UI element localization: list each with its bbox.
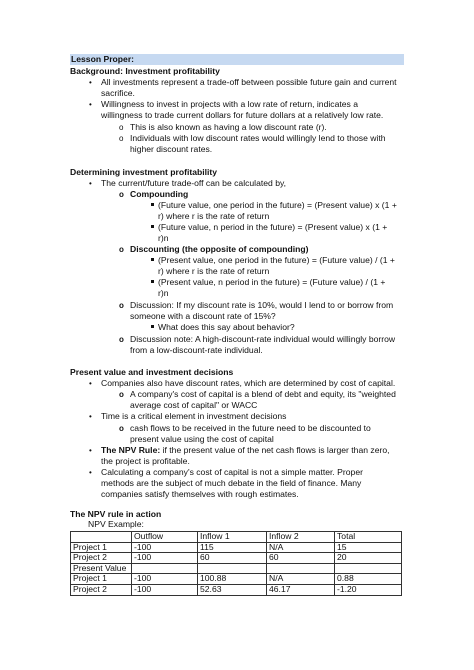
pv-heading: Present value and investment decisions (70, 367, 234, 377)
table-cell (198, 563, 267, 574)
table-row (71, 574, 402, 585)
bullet-icon: • (89, 446, 92, 455)
pv-sub-2-line-2: present value using the cost of capital (130, 434, 274, 444)
npv-rule-line-1 (101, 445, 390, 456)
square-bullet-icon (151, 258, 154, 261)
bg-sub-2-line-2: higher discount rates. (130, 144, 213, 154)
pv-sub-2-line-1: cash flows to be received in the future need to be discounted to (130, 423, 371, 433)
table-cell (267, 563, 335, 574)
bullet-icon: • (89, 100, 92, 109)
square-bullet-icon (151, 280, 154, 283)
table-header-cell: Total (335, 532, 402, 543)
table-cell: 46.17 (267, 584, 335, 595)
determining-heading: Determining investment profitability (70, 167, 218, 177)
table-header-cell: Inflow 1 (198, 532, 267, 543)
table-cell: Project 1 (71, 542, 132, 553)
table-cell: -100 (132, 553, 198, 564)
pv-sub-1-line-2: average cost of capital" or WACC (130, 400, 258, 410)
disc-a-line-1: (Present value, one period in the future) = (Future value) / (1 + (158, 255, 395, 265)
npv-rule-text: if the present value of the net cash flows is larger than zero, (160, 445, 390, 455)
table-cell: Project 1 (71, 574, 132, 585)
square-bullet-icon (151, 325, 154, 328)
table-cell: -100 (132, 584, 198, 595)
pv-bullet-2: Time is a critical element in investment decisions (101, 411, 287, 421)
table-cell (335, 563, 402, 574)
note-line-2: from a low-discount-rate individual. (130, 345, 263, 355)
npv-example-label: NPV Example: (88, 519, 144, 529)
note-line-1: Discussion note: A high-discount-rate individual would willingly borrow (130, 334, 396, 344)
discussion-line-2: someone with a discount rate of 15%? (130, 311, 276, 321)
pv-sub-1-line-1: A company's cost of capital is a blend of debt and equity, its "weighted (130, 389, 396, 399)
sub-bullet-icon: o (119, 245, 124, 254)
bg-sub-1: This is also known as having a low discount rate (r). (130, 122, 327, 132)
bullet-icon: • (89, 468, 92, 477)
table-cell: 0.88 (335, 574, 402, 585)
table-cell: 60 (267, 553, 335, 564)
sub-bullet-icon: o (119, 335, 124, 344)
comp-b-line-1: (Future value, n period in the future) = (Present value) x (1 + (158, 222, 388, 232)
square-bullet-icon (151, 203, 154, 206)
disc-b-line-2: r)n (158, 288, 169, 298)
pv-bullet-4-line-3: companies satisfy themselves with rough estimates. (101, 489, 299, 499)
bullet-icon: • (89, 179, 92, 188)
table-header-cell (71, 532, 132, 543)
table-row (71, 584, 402, 595)
table-cell: N/A (267, 574, 335, 585)
pv-bullet-4-line-1: Calculating a company's cost of capital is not a simple matter. Proper (101, 467, 363, 477)
sub-bullet-icon: o (119, 390, 124, 399)
table-cell: Project 2 (71, 584, 132, 595)
pv-bullet-4-line-2: methods are the subject of much debate in the field of finance. Many (101, 478, 362, 488)
sub-bullet-icon: o (119, 190, 124, 199)
table-header-cell: Outflow (132, 532, 198, 543)
behavior-question: What does this say about behavior? (158, 322, 295, 332)
table-cell: -1.20 (335, 584, 402, 595)
bg-bullet-2-line-1: Willingness to invest in projects with a low rate of return, indicates a (101, 99, 358, 109)
compounding-label: Compounding (130, 189, 189, 199)
table-cell: -100 (132, 542, 198, 553)
npv-action-heading: The NPV rule in action (70, 509, 162, 519)
table-cell: N/A (267, 542, 335, 553)
table-cell: 15 (335, 542, 402, 553)
disc-a-line-2: r) where r is the rate of return (158, 266, 270, 276)
bg-bullet-1-line-1: All investments represent a trade-off between possible future gain and current (101, 77, 397, 87)
table-cell: 60 (198, 553, 267, 564)
sub-bullet-icon: o (119, 301, 124, 310)
table-row (71, 563, 402, 574)
bg-sub-2-line-1: Individuals with low discount rates would willingly lend to those with (130, 133, 386, 143)
table-cell: 115 (198, 542, 267, 553)
table-cell: Project 2 (71, 553, 132, 564)
table-cell: 20 (335, 553, 402, 564)
table-cell: Present Value (71, 563, 132, 574)
table-cell: 52.63 (198, 584, 267, 595)
table-cell (132, 563, 198, 574)
square-bullet-icon (151, 225, 154, 228)
table-cell: -100 (132, 574, 198, 585)
bg-bullet-2-line-2: willingness to trade current dollars for future dollars at a relatively low rate. (101, 110, 384, 120)
table-row (71, 553, 402, 564)
sub-bullet-icon: o (119, 424, 124, 433)
lesson-header: Lesson Proper: (71, 54, 135, 64)
bg-bullet-1-line-2: sacrifice. (101, 88, 135, 98)
npv-rule-label: The NPV Rule: (101, 445, 161, 455)
table-header-row (71, 532, 402, 543)
comp-a-line-1: (Future value, one period in the future) = (Present value) x (1 + (158, 200, 397, 210)
background-heading: Background: Investment profitability (70, 66, 220, 76)
bullet-icon: • (89, 412, 92, 421)
bullet-icon: • (89, 78, 92, 87)
circle-bullet-icon: o (119, 134, 124, 143)
table-header-cell: Inflow 2 (267, 532, 335, 543)
npv-table (70, 531, 402, 596)
npv-rule-line-2: the project is profitable. (101, 456, 190, 466)
comp-a-line-2: r) where r is the rate of return (158, 211, 270, 221)
discussion-line-1: Discussion: If my discount rate is 10%, would I lend to or borrow from (130, 300, 394, 310)
pv-bullet-1: Companies also have discount rates, which are determined by cost of capital. (101, 378, 396, 388)
circle-bullet-icon: o (119, 123, 124, 132)
discounting-label: Discounting (the opposite of compounding) (130, 244, 309, 254)
table-row (71, 542, 402, 553)
table-cell: 100.88 (198, 574, 267, 585)
bullet-icon: • (89, 379, 92, 388)
det-bullet-1: The current/future trade-off can be calculated by, (101, 178, 287, 188)
disc-b-line-1: (Present value, n period in the future) = (Future value) / (1 + (158, 277, 386, 287)
comp-b-line-2: r)n (158, 233, 169, 243)
